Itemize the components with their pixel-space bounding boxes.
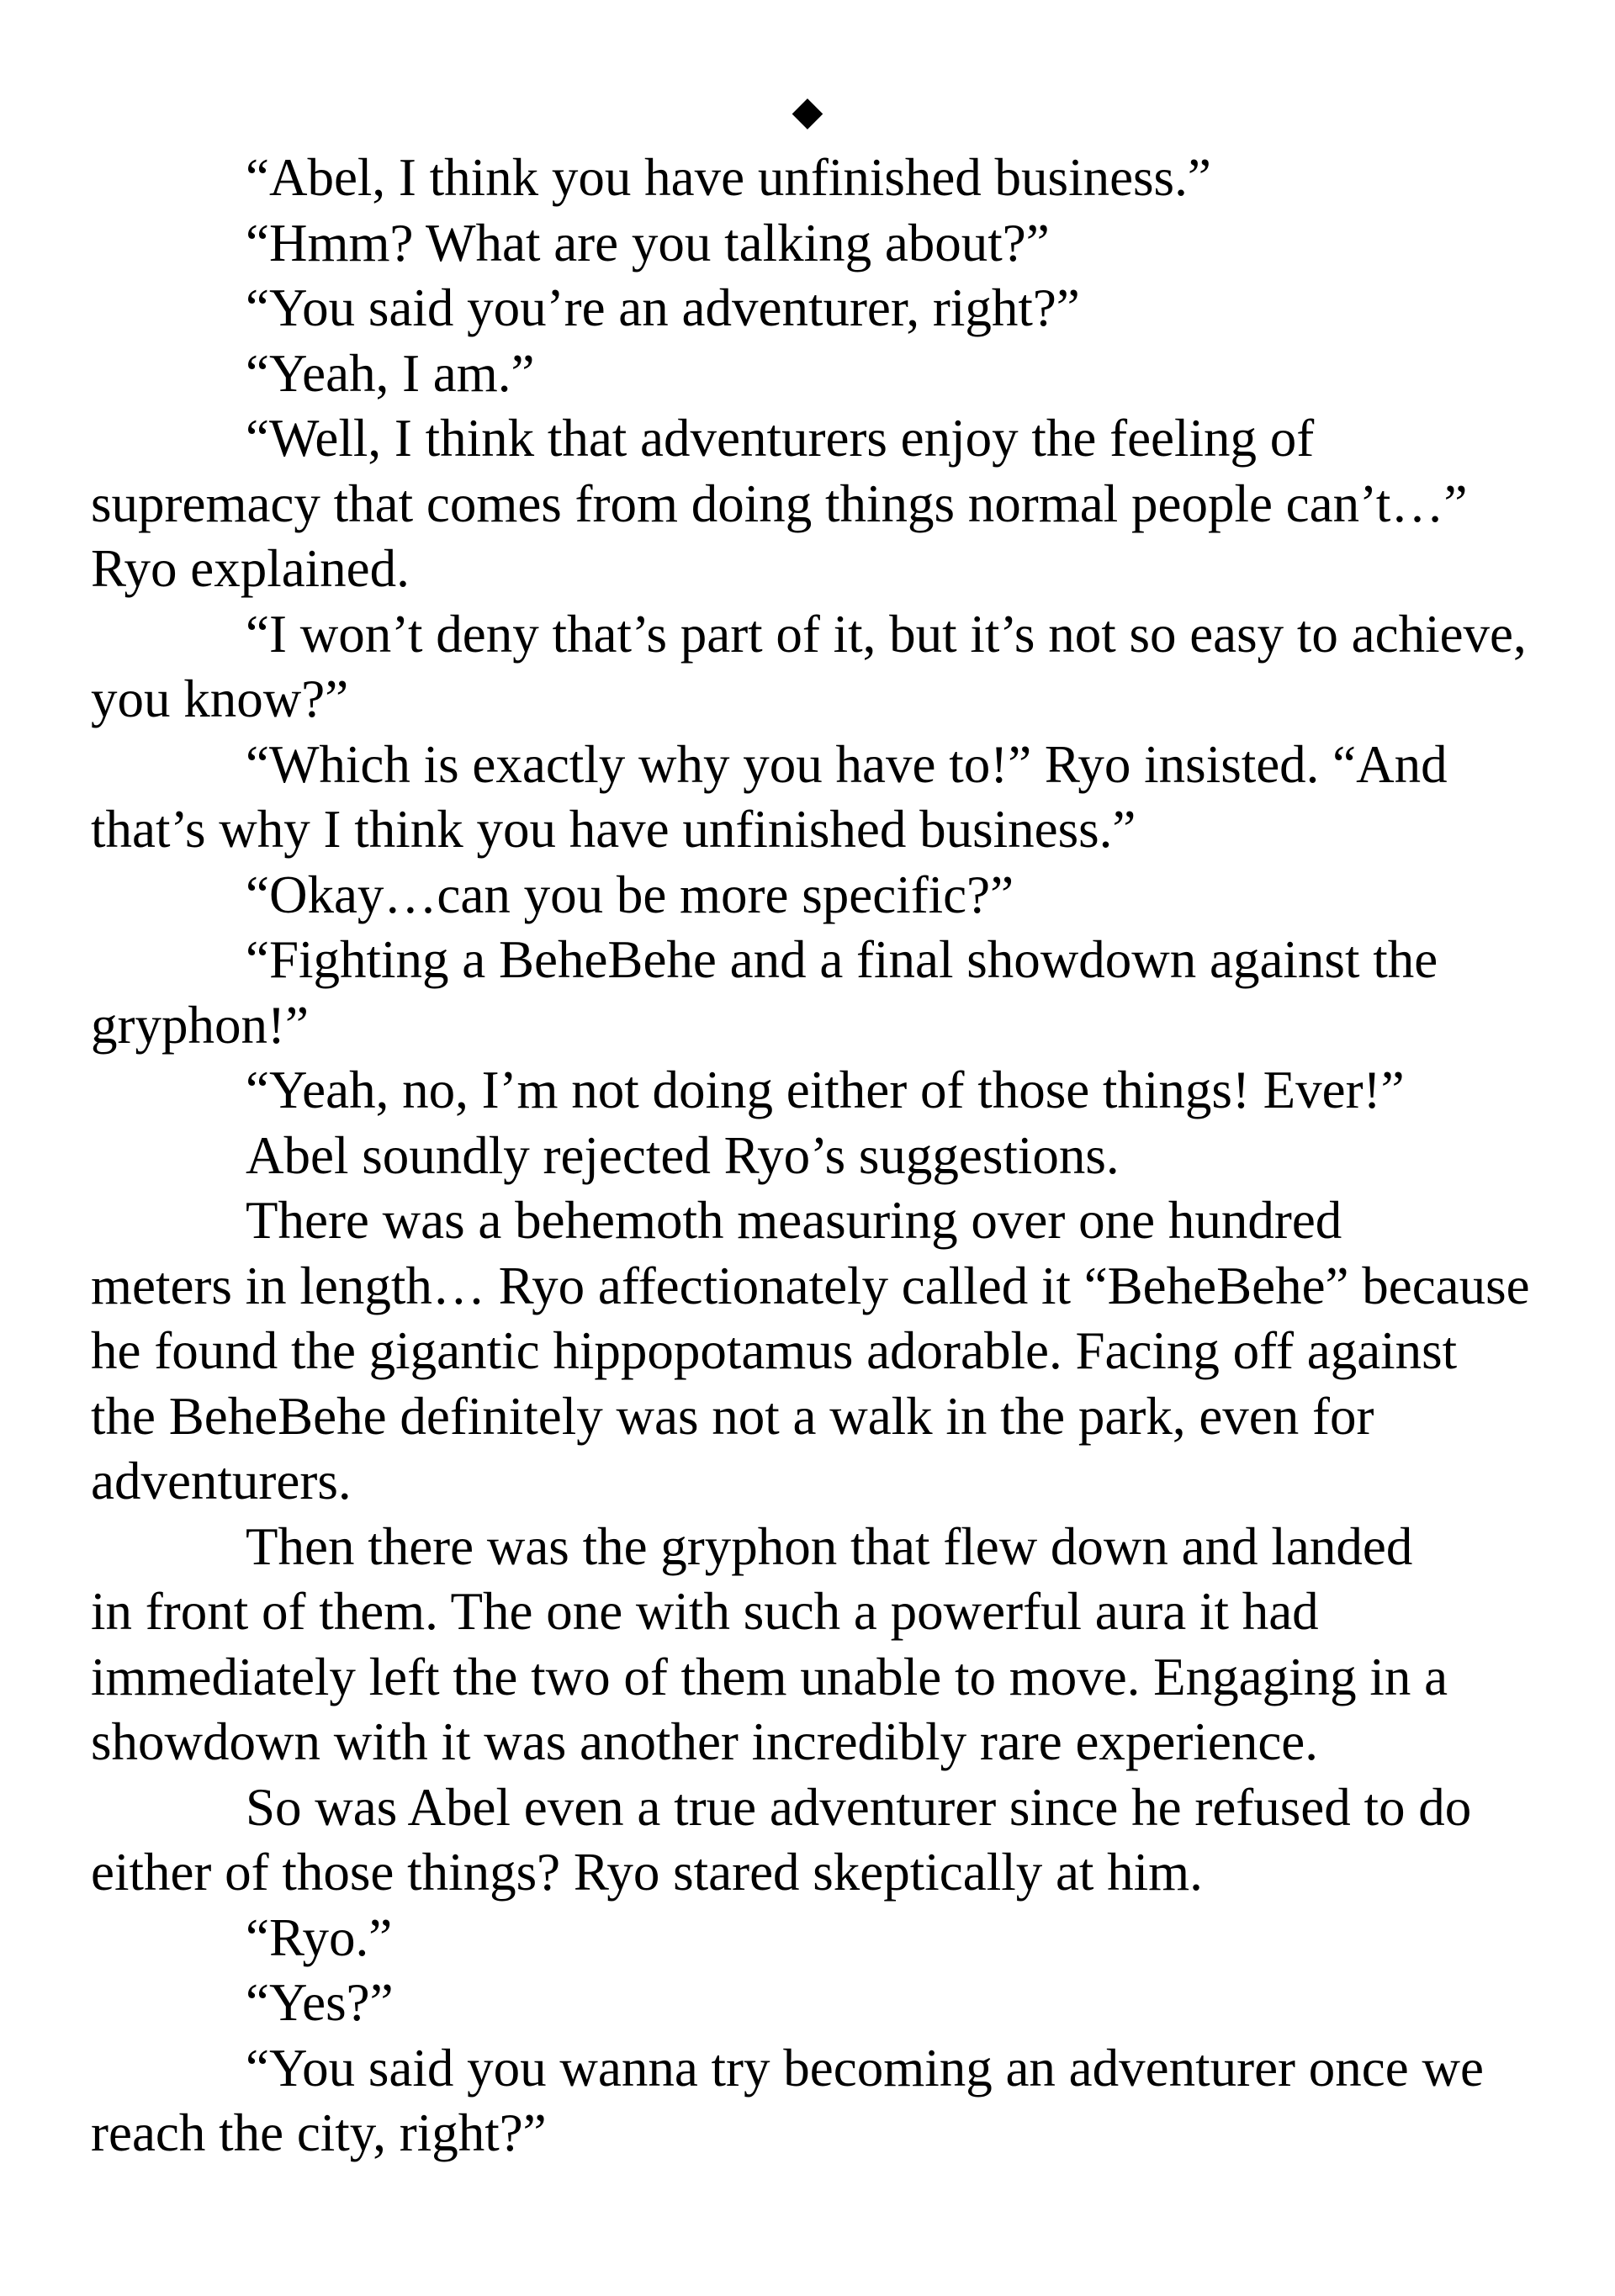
text-line: “Which is exactly why you have to!” Ryo insisted. “And [246,734,1448,794]
text-line: Ryo explained. [91,539,410,598]
paragraph [91,145,1524,211]
text-line: immediately left the two of them unable to move. Engaging in a [91,1647,1448,1706]
text-line: “Abel, I think you have unfinished business.” [246,148,1211,207]
text-line: “Yes?” [246,1973,394,2032]
paragraph [91,928,1524,1058]
text-line: “I won’t deny that’s part of it, but it’s not so easy to achieve, [246,604,1527,664]
paragraph [91,406,1524,602]
text-line: “Ryo.” [246,1907,393,1967]
section-divider-icon: ◆ [792,87,823,135]
text-line: “Yeah, I am.” [246,343,535,403]
paragraph [91,1775,1524,1906]
text-block [91,145,1530,2166]
text-line: Then there was the gryphon that flew down and landed [246,1516,1413,1576]
text-line: Abel soundly rejected Ryo’s suggestions. [246,1125,1120,1185]
text-line: showdown with it was another incredibly rare experience. [91,1712,1318,1771]
text-line: “You said you’re an adventurer, right?” [246,278,1080,337]
paragraph [91,211,1524,277]
paragraph [91,1188,1530,1515]
text-line: “Fighting a BeheBehe and a final showdown against the [246,930,1438,989]
paragraph [91,276,1524,341]
text-line: you know?” [91,669,349,728]
text-line: gryphon!” [91,995,309,1055]
text-line: “Okay…can you be more specific?” [246,865,1014,924]
text-line: that’s why I think you have unfinished business.” [91,800,1136,859]
text-line: “Yeah, no, I’m not doing either of those things! Ever!” [246,1061,1405,1119]
text-line: There was a behemoth measuring over one hundred [246,1191,1342,1250]
paragraph [91,341,1524,407]
text-line: the BeheBehe definitely was not a walk in the park, even for [91,1386,1374,1446]
paragraph [91,1058,1524,1124]
text-line: reach the city, right?” [91,2103,547,2162]
text-line: supremacy that comes from doing things normal people can’t…” [91,473,1468,533]
paragraph [91,1971,1524,2036]
text-line: meters in length… Ryo affectionately called it “BeheBehe” because [91,1256,1530,1315]
text-line: So was Abel even a true adventurer since he refused to do [246,1777,1472,1837]
text-line: “You said you wanna try becoming an adventurer once we [246,2038,1484,2098]
paragraph [91,2036,1524,2166]
text-line: “Hmm? What are you talking about?” [246,213,1050,272]
text-line: in front of them. The one with such a powerful aura it had [91,1582,1319,1641]
paragraph [91,733,1524,863]
text-line: he found the gigantic hippopotamus adorable. Facing off against [91,1321,1458,1380]
text-line: either of those things? Ryo stared skeptically at him. [91,1843,1203,1902]
paragraph [91,1124,1524,1189]
text-line: “Well, I think that adventurers enjoy the feeling of [246,409,1315,468]
paragraph [91,602,1527,733]
paragraph [91,863,1524,928]
text-line: adventurers. [91,1452,352,1510]
paragraph [91,1906,1524,1971]
paragraph [91,1515,1524,1775]
section-divider-row [0,87,1615,135]
